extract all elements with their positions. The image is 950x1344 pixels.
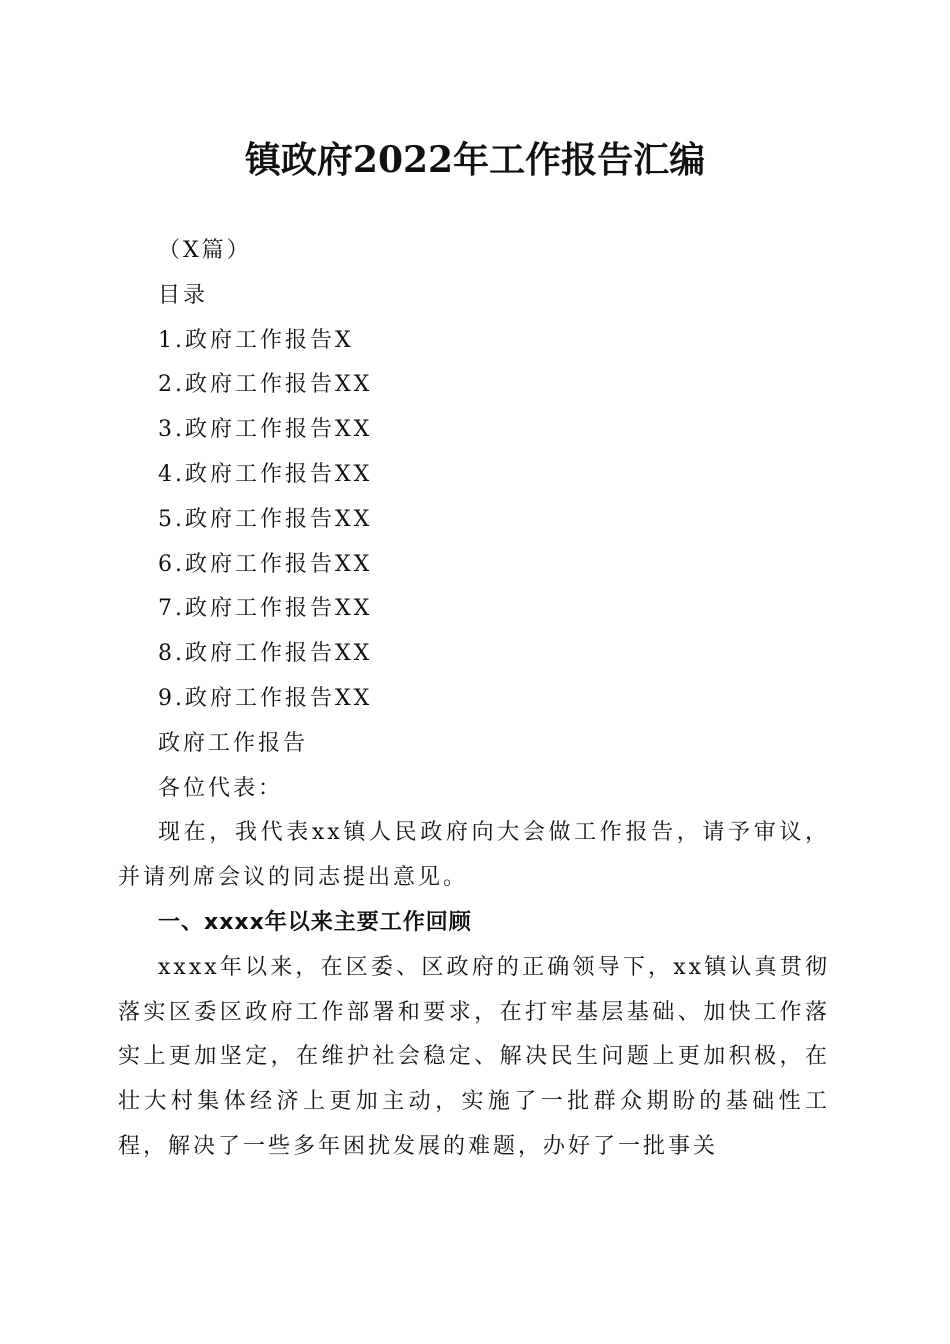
document-body (118, 229, 830, 1170)
report-title: 政府工作报告 (158, 730, 309, 756)
table-of-contents (118, 319, 830, 722)
intro-paragraph: 现在，我代表xx镇人民政府向大会做工作报告，请予审议，并请列席会议的同志提出意见。 (118, 820, 830, 891)
toc-item: 2.政府工作报告XX (158, 372, 373, 398)
toc-item: 8.政府工作报告XX (158, 641, 373, 667)
toc-heading: 目录 (158, 282, 209, 308)
document-title: 镇政府2022年工作报告汇编 (244, 139, 706, 181)
toc-item: 4.政府工作报告XX (158, 461, 373, 487)
toc-item: 5.政府工作报告XX (158, 506, 373, 532)
section-paragraph: xxxx年以来，在区委、区政府的正确领导下，xx镇认真贯彻落实区委区政府工作部署和要求，在打牢基层基础、加快工作落实上更加坚定，在维护社会稳定、解决民生问题上更加积极，在壮大村集体经济上更加主动，实施了一批群众期盼的基础性工程，解决了一些多年困扰发展的难题，办好了一批事关 (118, 954, 830, 1159)
section-heading: 一、xxxx年以来主要工作回顾 (158, 909, 472, 935)
toc-item: 1.政府工作报告X (158, 327, 354, 353)
toc-item: 9.政府工作报告XX (158, 685, 373, 711)
count-note: （X篇） (158, 238, 252, 263)
toc-item: 6.政府工作报告XX (158, 551, 373, 577)
toc-item: 7.政府工作报告XX (158, 596, 373, 622)
salutation: 各位代表： (158, 775, 284, 801)
toc-item: 3.政府工作报告XX (158, 417, 373, 443)
